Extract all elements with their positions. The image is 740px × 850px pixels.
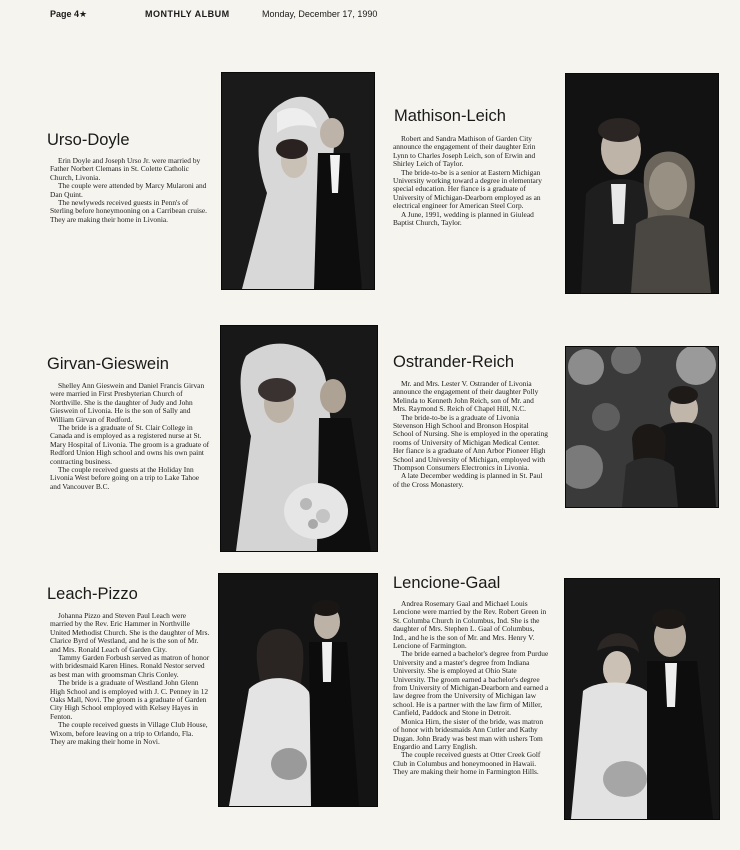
article-paragraph: The bride-to-be is a senior at Eastern Michigan University working toward a degree in elementary special education. Her fiance is a graduate of University of Michigan-Dearborn employed as an electrical engineer for American Steel Corp. (393, 167, 542, 211)
article-paragraph: The bride earned a bachelor's degree from Purdue University and a master's degree from Indiana University. She is employed at Ohio State University. The groom earned a bachelor's degree from University of Michigan-Dearborn and earned a law degree from the University of Michigan law school. He is a partner with the law firm of Miller, Canfield, Paddock and Stone in Detroit. (393, 649, 549, 718)
leach-pizzo-wedding-photo (218, 573, 378, 807)
page-number: Page 4★ (50, 9, 88, 19)
section-title: MONTHLY ALBUM (145, 9, 230, 19)
article-paragraph: The bride-to-be is a graduate of Livonia Stevenson High School and Bronson Hospital School of Nursing. She is employed in the operating rooms of University of Michigan Medical Center. Her fiance is a graduate of Ann Arbor Pioneer High School and University of Michigan, employed with Thompson Consumers Electronics in Livonia. (393, 412, 548, 473)
article-paragraph: The couple received guests at Otter Creek Golf Club in Columbus and honeymooned in Hawaii. They are making their home in Farmington Hills. (393, 750, 541, 777)
girvan-gieswein-wedding-photo (220, 325, 378, 552)
article-body (393, 380, 549, 489)
article-paragraph: Robert and Sandra Mathison of Garden City announce the engagement of their daughter Erin Lynn to Charles Joseph Leich, son of Erwin and Shirley Leich of Taylor. (393, 134, 536, 169)
article-headline: Leach-Pizzo (47, 585, 138, 603)
article-body (393, 135, 549, 227)
article-paragraph: The couple received guests in Village Club House, Wixom, before leaving on a trip to Orlando, Fla. They are making their home in Novi. (50, 720, 208, 747)
article-paragraph: The couple received guests at the Holiday Inn Livonia West before going on a trip to Lake Tahoe and Vancouver B.C. (50, 465, 200, 491)
article-body (50, 382, 210, 491)
article-paragraph: Andrea Rosemary Gaal and Michael Louis Lencione were married by the Rev. Robert Green in St. Columba Church in Columbus, Ind. She is the daughter of Mrs. Stephen L. Gaal of Columbus, Ind., and he is the son of Mr. and Mrs. Henry V. Lencione of Farmington. (393, 599, 547, 651)
article-paragraph: Mr. and Mrs. Lester V. Ostrander of Livonia announce the engagement of their daughter Polly Melinda to Kenneth John Reich, son of Mr. and Mrs. Raymond S. Reich of Chapel Hill, N.C. (393, 379, 539, 414)
article-headline: Ostrander-Reich (393, 353, 515, 371)
article-paragraph: The bride is a graduate of Westland John Glenn High School and is employed with J. C. Penney in 12 Oaks Mall, Novi. The groom is a graduate of Garden City High School employed with Kelsey Hayes in Fenton. (50, 678, 209, 721)
article-body (50, 612, 210, 747)
article-body (50, 157, 210, 224)
article-paragraph: Erin Doyle and Joseph Urso Jr. were married by Father Norbert Clemans in St. Colette Catholic Church, Livonia. (50, 156, 201, 182)
article-headline: Mathison-Leich (394, 107, 506, 125)
page-header (40, 9, 720, 23)
article-paragraph: The bride is a graduate of St. Clair College in Canada and is employed as a registered nurse at St. Mary Hospital of Livonia. The groom is a graduate of Redford Union High school and owns his own paint contracting business. (50, 423, 210, 466)
article-body (393, 600, 549, 777)
article-paragraph: Monica Hirn, the sister of the bride, was matron of honor with bridesmaids Ann Cutler and Kathy Dugan. John Brady was best man with ushers Tom Engardio and Larry English. (393, 716, 544, 751)
article-paragraph: Shelley Ann Gieswein and Daniel Francis Girvan were married in First Presbyterian Church of Northville. She is the daughter of Judy and John Gieswein of Livonia. He is the son of Sally and William Girvan of Redford. (50, 381, 205, 424)
article-paragraph: The newlyweds received guests in Penn's of Sterling before honeymooning on a Carribean cruise. They are making their home in Livonia. (50, 198, 208, 224)
article-headline: Girvan-Gieswein (47, 355, 169, 373)
article-paragraph: A June, 1991, wedding is planned in Giulead Baptist Church, Taylor. (393, 209, 534, 228)
lencione-gaal-wedding-photo (564, 578, 720, 820)
issue-date: Monday, December 17, 1990 (262, 9, 378, 19)
article-paragraph: Tammy Garden Forbush served as matron of honor with bridesmaid Karen Hines. Ronald Nestor served as best man with groomsman Chris Conley. (50, 653, 210, 679)
article-headline: Lencione-Gaal (393, 574, 501, 592)
article-paragraph: The couple were attended by Marcy Mularoni and Dan Quint. (50, 181, 207, 199)
ostrander-reich-engagement-photo (565, 346, 719, 508)
mathison-leich-engagement-photo (565, 73, 719, 294)
article-paragraph: Johanna Pizzo and Steven Paul Leach were married by the Rev. Eric Hammer in Northville United Methodist Church. She is the daughter of Mrs. Clarice Byrd of Westland, and he is the son of Mr. and Mrs. Ronald Leach of Garden City. (50, 611, 210, 654)
article-headline: Urso-Doyle (47, 131, 130, 149)
urso-doyle-wedding-photo (221, 72, 375, 290)
article-paragraph: A late December wedding is planned in St. Paul of the Cross Monastery. (393, 471, 543, 489)
